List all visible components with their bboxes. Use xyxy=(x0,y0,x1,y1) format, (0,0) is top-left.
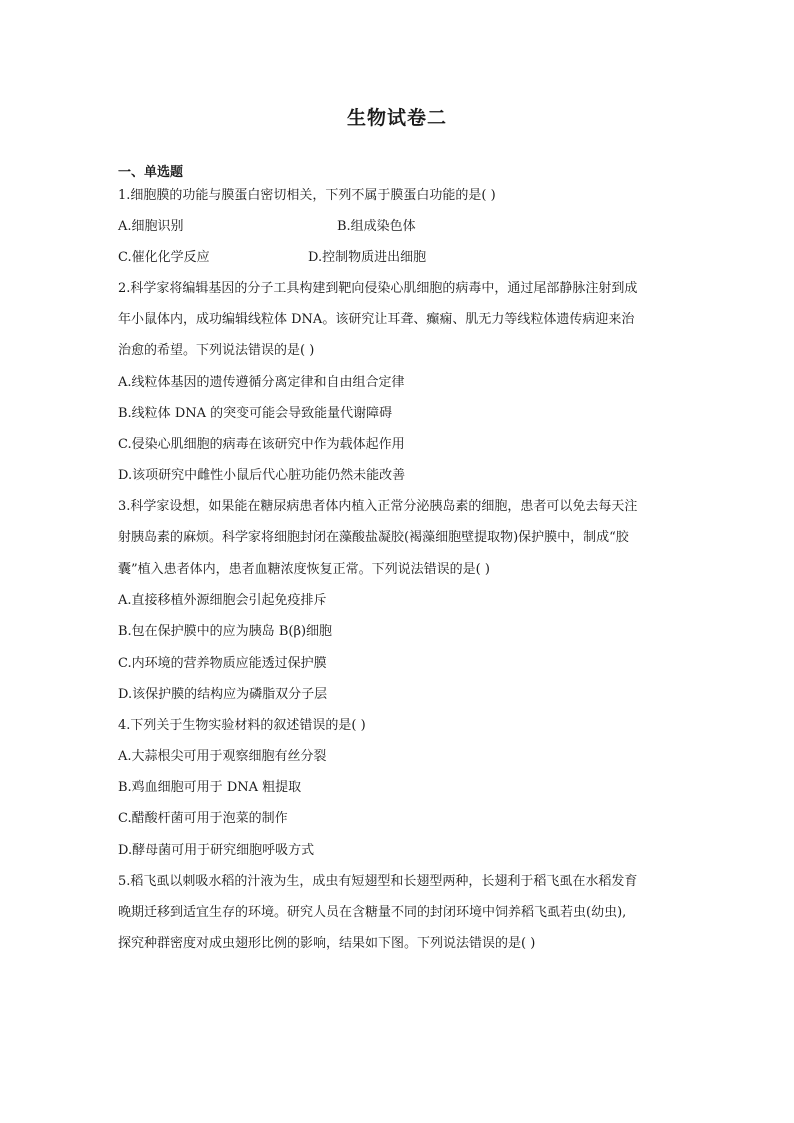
q3-stem-line-3: 囊”植入患者体内，患者血糖浓度恢复正常。下列说法错误的是( ) xyxy=(118,562,490,577)
q4-option-c: C.醋酸杆菌可用于泡菜的制作 xyxy=(118,811,288,826)
q2-option-c: C.侵染心肌细胞的病毒在该研究中作为载体起作用 xyxy=(118,437,405,452)
q3-option-c: C.内环境的营养物质应能透过保护膜 xyxy=(118,656,327,671)
q1-option-a: A.细胞识别 xyxy=(118,219,184,234)
q4-option-b: B.鸡血细胞可用于 DNA 粗提取 xyxy=(118,780,302,795)
q2-stem-line-2: 年小鼠体内，成功编辑线粒体 DNA。该研究让耳聋、癫痫、肌无力等线粒体遗传病迎来治 xyxy=(118,312,635,327)
q4-option-a: A.大蒜根尖可用于观察细胞有丝分裂 xyxy=(118,749,327,764)
q1-stem: 1.细胞膜的功能与膜蛋白密切相关，下列不属于膜蛋白功能的是( ) xyxy=(118,188,496,203)
q1-option-d: D.控制物质进出细胞 xyxy=(308,250,427,265)
q2-stem-line-1: 2.科学家将编辑基因的分子工具构建到靶向侵染心肌细胞的病毒中，通过尾部静脉注射到成 xyxy=(118,281,638,296)
q5-stem-line-3: 探究种群密度对成虫翅形比例的影响，结果如下图。下列说法错误的是( ) xyxy=(118,936,536,951)
q4-option-d: D.酵母菌可用于研究细胞呼吸方式 xyxy=(118,843,315,858)
page-title: 生物试卷二 xyxy=(346,107,447,129)
q3-stem-line-2: 射胰岛素的麻烦。科学家将细胞封闭在藻酸盐凝胶(褐藻细胞壁提取物)保护膜中，制成“胶 xyxy=(118,530,629,545)
q3-stem-line-1: 3.科学家设想，如果能在糖尿病患者体内植入正常分泌胰岛素的细胞，患者可以免去每天注 xyxy=(118,499,638,514)
q1-option-c: C.催化化学反应 xyxy=(118,250,210,265)
q2-option-d: D.该项研究中雌性小鼠后代心脏功能仍然未能改善 xyxy=(118,468,406,483)
q3-option-a: A.直接移植外源细胞会引起免疫排斥 xyxy=(118,593,327,608)
q3-option-d: D.该保护膜的结构应为磷脂双分子层 xyxy=(118,687,328,702)
section-heading: 一、单选题 xyxy=(118,165,184,180)
q2-option-b: B.线粒体 DNA 的突变可能会导致能量代谢障碍 xyxy=(118,406,393,421)
q3-option-b: B.包在保护膜中的应为胰岛 B(β)细胞 xyxy=(118,624,333,639)
q1-option-b: B.组成染色体 xyxy=(337,219,416,234)
q5-stem-line-2: 晚期迁移到适宜生存的环境。研究人员在含糖量不同的封闭环境中饲养稻飞虱若虫(幼虫), xyxy=(118,905,627,920)
q4-stem: 4.下列关于生物实验材料的叙述错误的是( ) xyxy=(118,718,366,733)
q5-stem-line-1: 5.稻飞虱以刺吸水稻的汁液为生，成虫有短翅型和长翅型两种，长翅利于稻飞虱在水稻发育 xyxy=(118,874,638,889)
q2-option-a: A.线粒体基因的遗传遵循分离定律和自由组合定律 xyxy=(118,375,405,390)
q2-stem-line-3: 治愈的希望。下列说法错误的是( ) xyxy=(118,343,315,358)
